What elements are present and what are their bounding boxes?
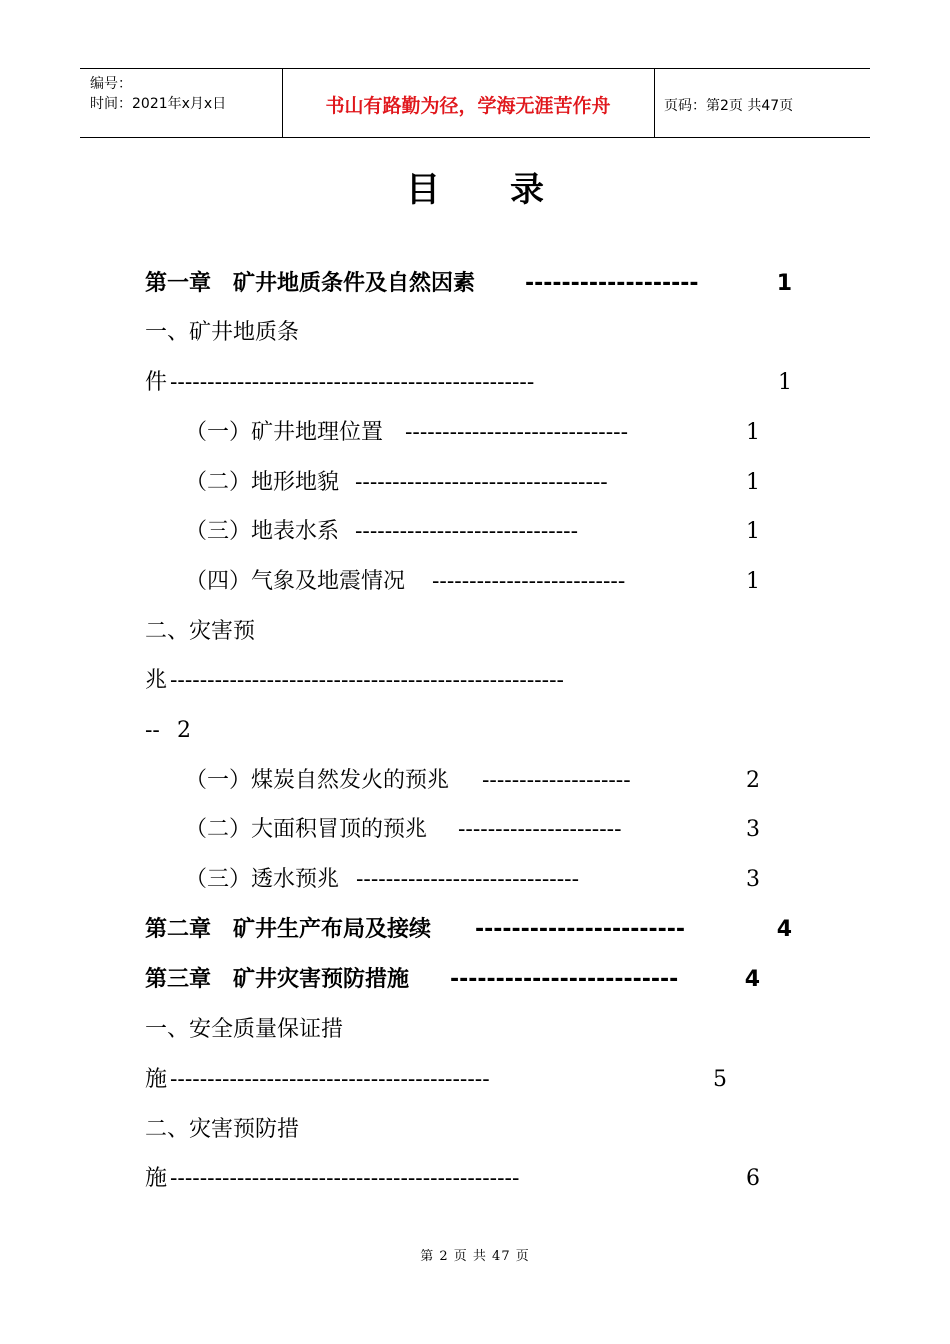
toc-page: 1 xyxy=(746,470,760,495)
header-page-cell xyxy=(654,69,870,137)
toc-label: 件 xyxy=(145,370,168,395)
toc-label: 第二章 矿井生产布局及接续 xyxy=(145,917,432,942)
toc-page: 4 xyxy=(744,967,760,992)
toc-leader: ------------------------------------------------- xyxy=(170,370,535,395)
toc-leader: ----------------------- xyxy=(475,917,686,942)
toc-leader: ----------------------------------------------- xyxy=(170,1166,520,1191)
toc-leader: ----------------------------------------------------- xyxy=(170,668,564,693)
toc-label: 一、安全质量保证措 xyxy=(145,1017,344,1042)
header-motto-cell xyxy=(282,69,655,137)
toc-label: 一、矿井地质条 xyxy=(145,320,300,345)
page-title: 目录 xyxy=(406,170,614,210)
toc-label: 第三章 矿井灾害预防措施 xyxy=(145,967,410,992)
toc-leader: -- xyxy=(145,718,160,743)
toc-label: （一）矿井地理位置 xyxy=(185,420,384,445)
toc-label: 第一章 矿井地质条件及自然因素 xyxy=(145,271,476,296)
toc-page: 2 xyxy=(177,718,191,743)
toc-leader: -------------------------- xyxy=(432,569,626,594)
toc-page: 3 xyxy=(746,867,760,892)
toc-leader: -------------------- xyxy=(482,768,631,793)
toc-label: （一）煤炭自然发火的预兆 xyxy=(185,768,450,793)
toc-page: 1 xyxy=(778,370,792,395)
header-page-label: 页码：第2页 共47页 xyxy=(664,98,794,114)
toc-label: （三）透水预兆 xyxy=(185,867,340,892)
toc-leader: ------------------------------ xyxy=(405,420,629,445)
document-number-label: 编号： xyxy=(90,76,132,92)
toc-label: （四）气象及地震情况 xyxy=(185,569,406,594)
toc-label: 二、灾害预 xyxy=(145,619,256,644)
header-meta-cell xyxy=(80,69,283,137)
document-time-label: 时间：2021年x月x日 xyxy=(90,96,227,112)
toc-page: 4 xyxy=(776,917,792,942)
toc-label: 二、灾害预防措 xyxy=(145,1117,300,1142)
toc-page: 1 xyxy=(746,420,760,445)
toc-page: 5 xyxy=(713,1067,727,1092)
toc-page: 1 xyxy=(746,519,760,544)
toc-leader: ------------------------------------------- xyxy=(170,1067,490,1092)
toc-page: 1 xyxy=(776,271,792,296)
toc-label: （二）地形地貌 xyxy=(185,470,340,495)
toc-label: （三）地表水系 xyxy=(185,519,340,544)
toc-page: 3 xyxy=(746,817,760,842)
toc-label: （二）大面积冒顶的预兆 xyxy=(185,817,428,842)
toc-leader: ------------------------------ xyxy=(356,867,580,892)
toc-label: 施 xyxy=(145,1067,168,1092)
toc-leader: ------------------------------ xyxy=(355,519,579,544)
toc-label: 施 xyxy=(145,1166,168,1191)
page-footer: 第 2 页 共 47 页 xyxy=(420,1249,530,1264)
toc-leader: ---------------------- xyxy=(458,817,622,842)
toc-page: 6 xyxy=(746,1166,760,1191)
toc-page: 2 xyxy=(746,768,760,793)
toc-leader: ---------------------------------- xyxy=(355,470,608,495)
toc-leader: ------------------- xyxy=(525,271,699,296)
toc-label: 兆 xyxy=(145,668,168,693)
toc-page: 1 xyxy=(746,569,760,594)
motto-text: 书山有路勤为径，学海无涯苦作舟 xyxy=(325,95,611,117)
page-header xyxy=(80,68,870,138)
toc-leader: ------------------------- xyxy=(450,967,679,992)
